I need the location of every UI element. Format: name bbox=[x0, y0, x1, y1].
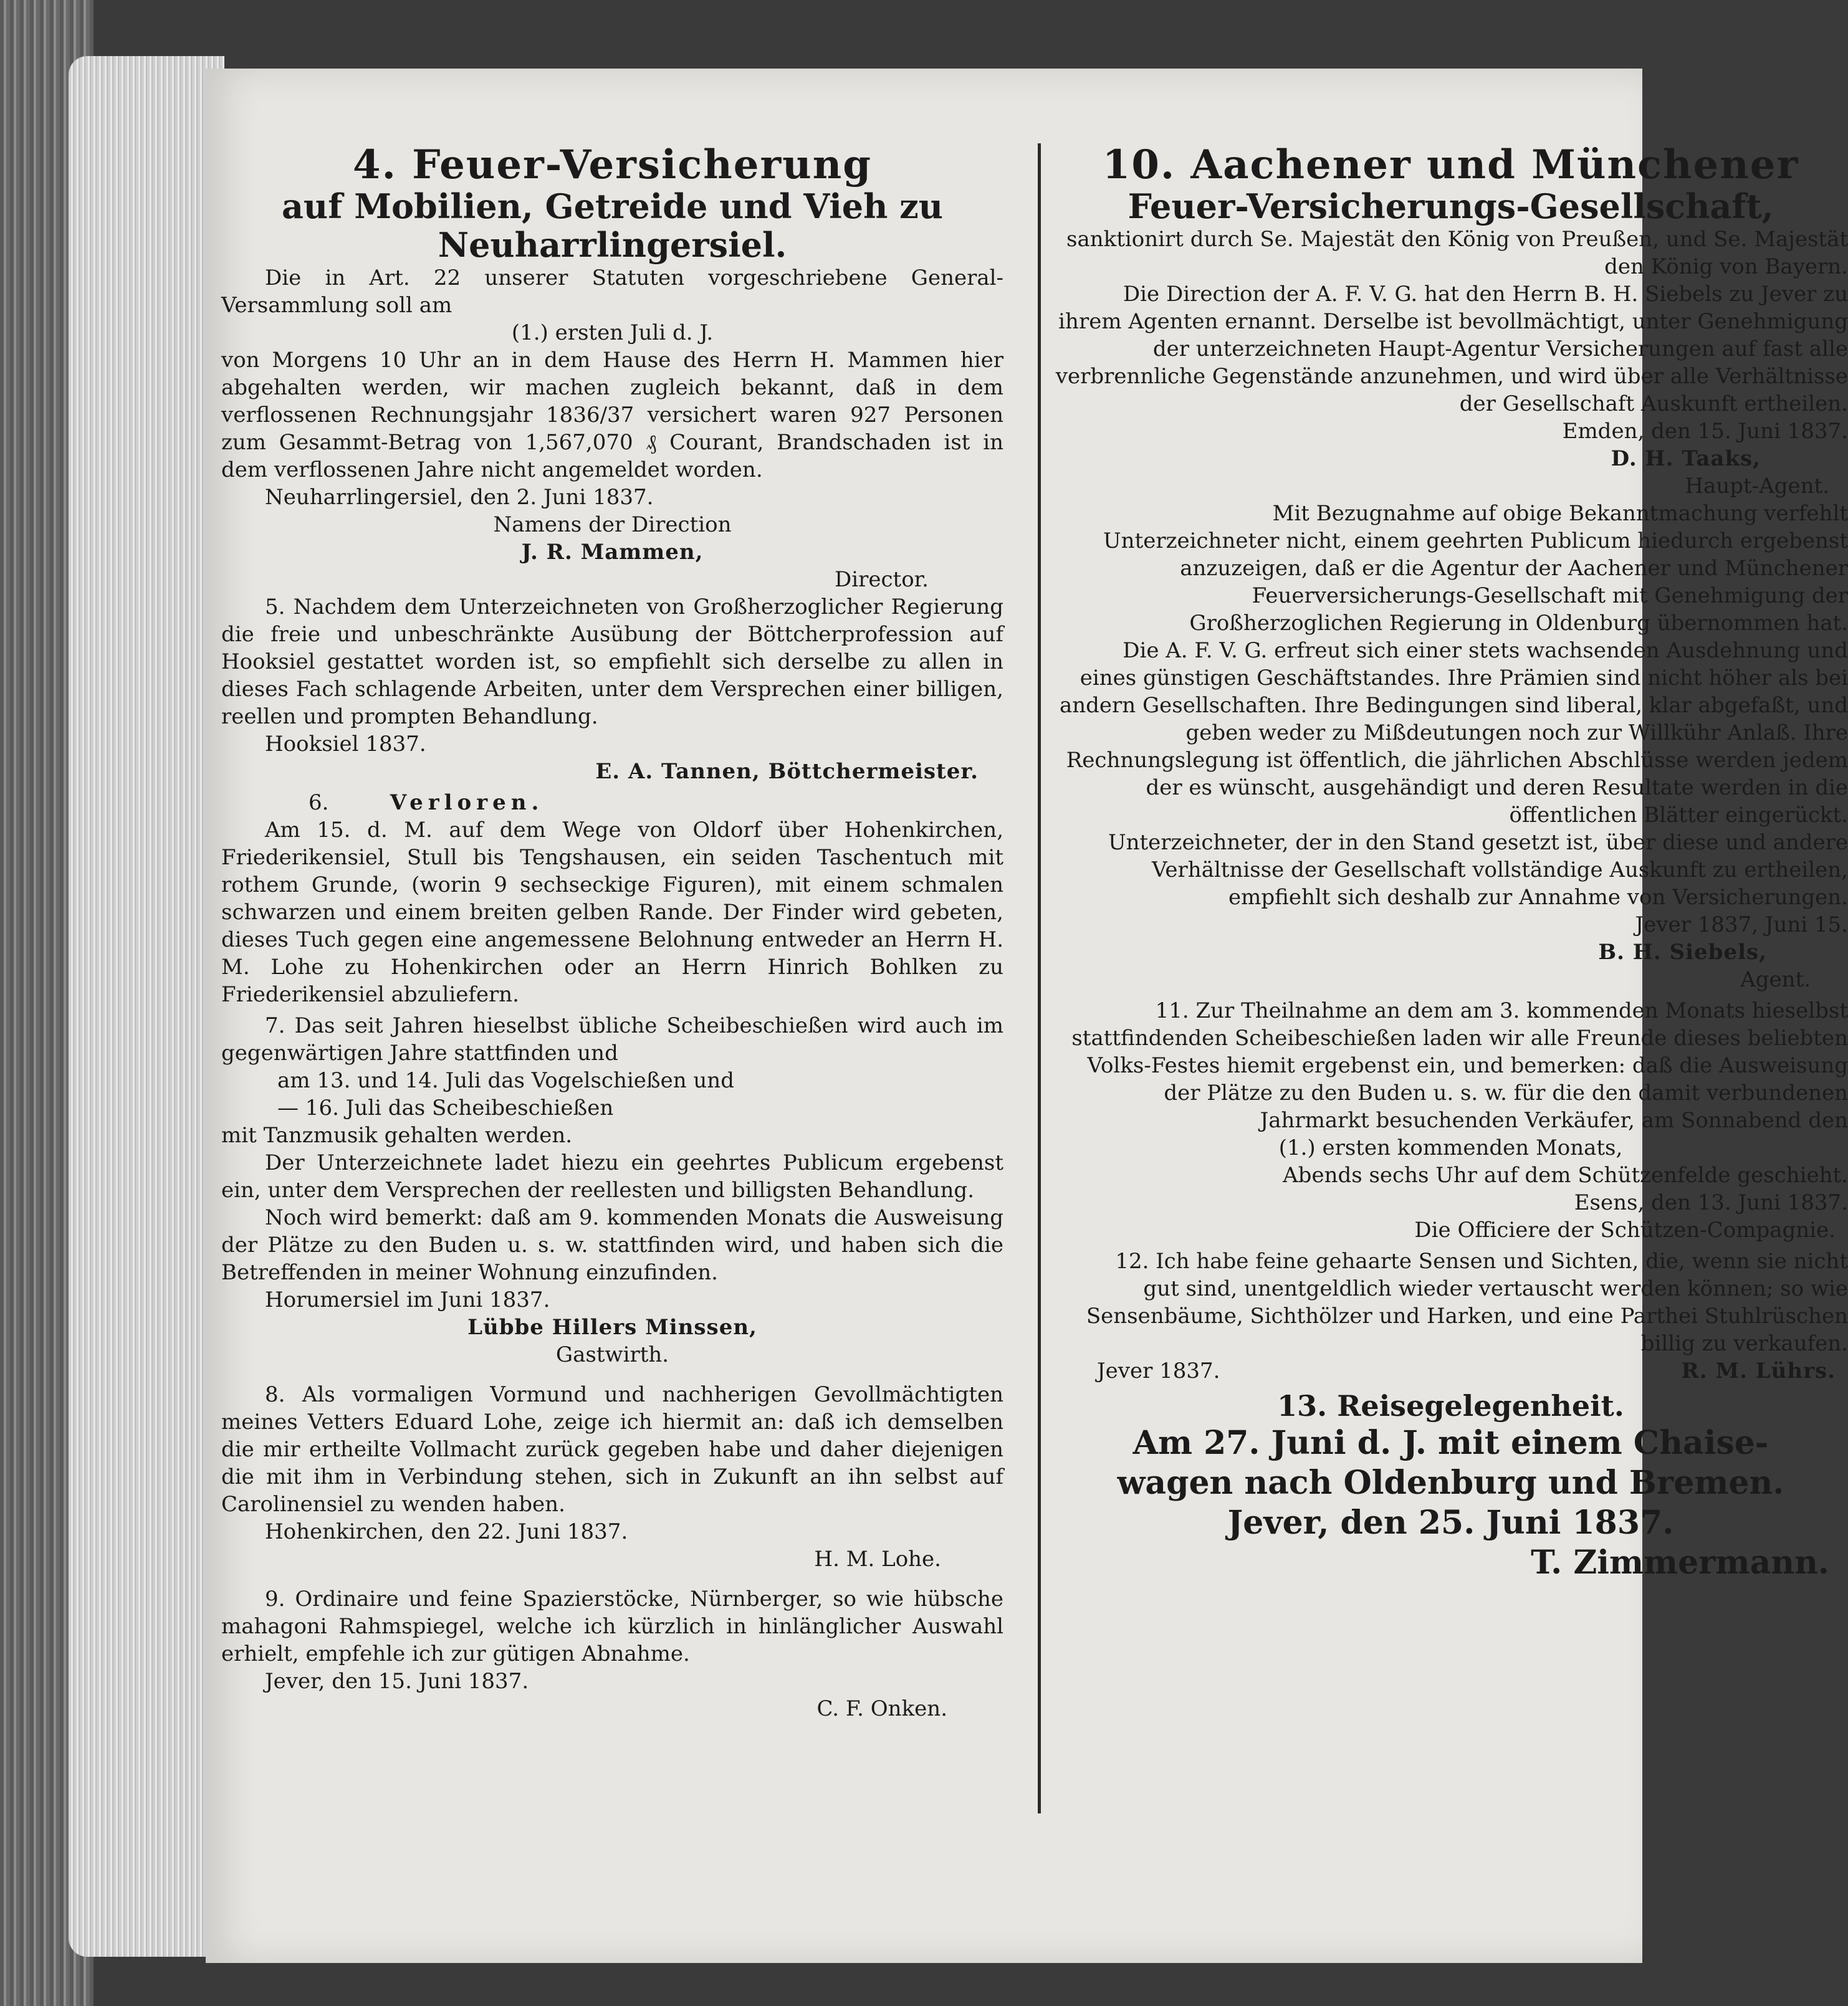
ad4-heading-2: auf Mobilien, Getreide und Vieh zu bbox=[281, 186, 944, 226]
ad4-text-2: von Morgens 10 Uhr an in dem Hause des Herrn H. Mammen hier abgehalten werden, wir machen zugleich bekannt, daß in dem verflossenen Rechnungsjahr 1836/37 versichert waren 927 Personen zum Gesammt-Betrag von 1,567,070 ₰ Courant, Brandschaden ist in dem verflossenen Jahre nicht angemeldet worden. bbox=[221, 348, 1003, 482]
ad4-heading: 4. Feuer-Versicherung bbox=[353, 141, 872, 188]
ad13-signature: T. Zimmermann. bbox=[1531, 1544, 1829, 1582]
ad6-title: Verloren. bbox=[390, 790, 544, 815]
ad4-place: Neuharrlingersiel, den 2. Juni 1837. bbox=[265, 485, 654, 510]
ad-9 bbox=[221, 1585, 1003, 1722]
ad5-text: 5. Nachdem dem Unterzeichneten von Großherzoglicher Regierung die freie und unbeschränkte Ausübung der Böttcherprofession auf Hooksiel gestattet worden ist, so empfiehlt sich derselbe zu allen in dieses Fach schlagende Arbeiten, unter dem Versprechen einer billigen, reellen und prompten Behandlung. bbox=[221, 595, 1003, 729]
ad11-date: (1.) ersten kommenden Monats, bbox=[1278, 1135, 1623, 1160]
ad9-text: 9. Ordinaire und feine Spazierstöcke, Nürnberger, so wie hübsche mahagoni Rahmspiegel, welche ich kürzlich in hinlänglicher Auswahl erhielt, empfehle ich zur gütigen Abnahme. bbox=[221, 1587, 1003, 1666]
ad9-place: Jever, den 15. Juni 1837. bbox=[265, 1669, 529, 1694]
ad4-signature-3: Director. bbox=[834, 567, 929, 592]
column-divider bbox=[1038, 143, 1041, 1813]
right-column bbox=[1053, 143, 1848, 1876]
ad4-text-1: Die in Art. 22 unserer Statuten vorgeschriebene General-Versammlung soll am bbox=[221, 265, 1003, 318]
ad12-footer bbox=[1053, 1357, 1848, 1385]
ad-4 bbox=[221, 143, 1003, 593]
ad4-date: (1.) ersten Juli d. J. bbox=[511, 320, 714, 345]
ad11-time: Abends sechs Uhr auf dem Schützenfelde geschieht. bbox=[1283, 1163, 1848, 1188]
ad10-signature-2b: Agent. bbox=[1740, 967, 1811, 992]
ad7-text-4: mit Tanzmusik gehalten werden. bbox=[221, 1123, 573, 1148]
ad7-signature-1: Lübbe Hillers Minssen, bbox=[467, 1315, 757, 1340]
ad7-text-1: 7. Das seit Jahren hieselbst übliche Scheibeschießen wird auch im gegenwärtigen Jahre stattfinden und bbox=[221, 1013, 1003, 1066]
ad10-heading: 10. Aachener und Münchener bbox=[1102, 141, 1799, 188]
ad12-text: 12. Ich habe feine gehaarte Sensen und Sichten, die, wenn sie nicht gut sind, unentgeldlich wieder vertauscht werden können; so wie Sensenbäume, Sichthölzer und Harken, und eine Parthei Stuhlrüschen billig zu verkaufen. bbox=[1086, 1249, 1848, 1356]
ad-12 bbox=[1053, 1248, 1848, 1385]
ad-5 bbox=[221, 593, 1003, 785]
ad4-heading-3: Neuharrlingersiel. bbox=[438, 225, 787, 265]
ad13-heading: 13. Reisegelegenheit. bbox=[1277, 1389, 1624, 1423]
ad7-text-5: Der Unterzeichnete ladet hiezu ein geehrtes Publicum ergebenst ein, unter dem Versprechen der reellesten und billigsten Behandlung. bbox=[221, 1150, 1003, 1203]
ad5-signature: E. A. Tannen, Böttchermeister. bbox=[595, 759, 979, 784]
ad-6 bbox=[221, 789, 1003, 1008]
ad12-signature: R. M. Lührs. bbox=[1681, 1359, 1836, 1383]
ad10-place-1: Emden, den 15. Juni 1837. bbox=[1562, 419, 1848, 444]
ad7-signature-2: Gastwirth. bbox=[555, 1342, 669, 1367]
ad-8 bbox=[221, 1381, 1003, 1573]
ad6-text: Am 15. d. M. auf dem Wege von Oldorf über Hohenkirchen, Friederikensiel, Stull bis Tengshausen, ein seiden Taschentuch mit rothem Grunde, (worin 9 sechseckige Figuren), mit einem schmalen schwarzen und einem breiten gelben Rande. Der Finder wird gebeten, dieses Tuch gegen eine angemessene Belohnung entweder an Herrn H. M. Lohe zu Hohenkirchen oder an Herrn Hinrich Bohlken zu Friederikensiel abzuliefern. bbox=[221, 818, 1003, 1007]
ad9-signature: C. F. Onken. bbox=[816, 1696, 947, 1721]
ad7-text-2: am 13. und 14. Juli das Vogelschießen und bbox=[277, 1068, 734, 1093]
ad4-signature-2: J. R. Mammen, bbox=[521, 540, 704, 565]
ad8-signature: H. M. Lohe. bbox=[814, 1547, 941, 1572]
ad7-text-3: — 16. Juli das Scheibeschießen bbox=[277, 1096, 614, 1120]
left-column bbox=[221, 143, 1003, 1876]
ad11-text: 11. Zur Theilnahme an dem am 3. kommenden Monats hieselbst stattfindenden Scheibeschießen laden wir alle Freunde dieses beliebten Volks-Festes hiemit ergebenst ein, und bemerken: daß die Ausweisung der Plätze zu den Buden u. s. w. für die den damit verbundenen Jahrmarkt besuchenden Verkäufer, am Sonnabend den bbox=[1071, 998, 1848, 1133]
ad6-number: 6. bbox=[309, 790, 329, 815]
ad-10 bbox=[1053, 143, 1848, 993]
ad13-line-2: wagen nach Oldenburg und Bremen. bbox=[1117, 1464, 1784, 1502]
ad10-text-2: Mit Bezugnahme auf obige Bekanntmachung verfehlt Unterzeichneter nicht, einem geehrten Publicum hiedurch ergebenst anzuzeigen, daß er die Agentur der Aachener und Münchener Feuerversicherungs-Gesellschaft mit Genehmigung der Großherzoglichen Regierung in Oldenburg übernommen hat. bbox=[1103, 501, 1848, 636]
ad10-signature-1a: D. H. Taaks, bbox=[1611, 446, 1761, 471]
ad11-signature: Die Officiere der Schützen-Compagnie. bbox=[1414, 1218, 1836, 1243]
ad-7 bbox=[221, 1012, 1003, 1368]
page-stack bbox=[69, 56, 224, 1957]
ad5-place: Hooksiel 1837. bbox=[265, 732, 426, 757]
ad10-text-3: Die A. F. V. G. erfreut sich einer stets wachsenden Ausdehnung und eines günstigen Geschäftstandes. Ihre Prämien sind nicht höher als bei andern Gesellschaften. Ihre Bedingungen sind liberal, klar abgefaßt, und geben weder zu Mißdeutungen noch zur Willkühr Anlaß. Ihre Rechnungslegung ist öffentlich, die jährlichen Abschlüsse werden jedem der es wünscht, ausgehändigt und deren Resultate werden in die öffentlichen Blätter eingerückt. bbox=[1059, 638, 1848, 828]
ad10-text-1: Die Direction der A. F. V. G. hat den Herrn B. H. Siebels zu Jever zu ihrem Agenten ernannt. Derselbe ist bevollmächtigt, unter Genehmigung der unterzeichneten Haupt-Agentur Versicherungen auf fast alle verbrennliche Gegenstände anzunehmen, und wird über alle Verhältnisse der Gesellschaft Auskunft ertheilen. bbox=[1055, 282, 1848, 416]
newspaper-page bbox=[206, 69, 1848, 1963]
ad10-heading-2: Feuer-Versicherungs-Gesellschaft, bbox=[1127, 186, 1774, 226]
ad11-place: Esens, den 13. Juni 1837. bbox=[1574, 1190, 1848, 1215]
ad13-line-1: Am 27. Juni d. J. mit einem Chaise- bbox=[1132, 1424, 1769, 1462]
ad10-signature-2a: B. H. Siebels, bbox=[1598, 940, 1767, 965]
ad10-text-4: Unterzeichneter, der in den Stand gesetzt ist, über diese und andere Verhältnisse der Gesellschaft vollständige Auskunft zu ertheilen, empfiehlt sich deshalb zur Annahme von Versicherungen. bbox=[1108, 830, 1848, 910]
ad10-place-2: Jever 1837, Juni 15. bbox=[1635, 912, 1848, 937]
ad10-signature-1b: Haupt-Agent. bbox=[1685, 474, 1829, 499]
ad7-text-6: Noch wird bemerkt: daß am 9. kommenden Monats die Ausweisung der Plätze zu den Buden u. s. w. stattfinden wird, und haben sich die Betreffenden in meiner Wohnung einzufinden. bbox=[221, 1205, 1003, 1285]
ad6-title-line bbox=[221, 789, 1003, 816]
ad4-signature-1: Namens der Direction bbox=[493, 512, 732, 537]
ad-11 bbox=[1053, 997, 1848, 1244]
ad12-place: Jever 1837. bbox=[1097, 1359, 1220, 1383]
ad-13 bbox=[1053, 1388, 1848, 1583]
ad10-subtitle: sanktionirt durch Se. Majestät den König von Preußen, und Se. Majestät den König von Bayern. bbox=[1066, 227, 1848, 279]
ad7-place: Horumersiel im Juni 1837. bbox=[265, 1287, 550, 1312]
ad8-text: 8. Als vormaligen Vormund und nachherigen Gevollmächtigten meines Vetters Eduard Lohe, zeige ich hiermit an: daß ich demselben die mir ertheilte Vollmacht zurück gegeben habe und daher diejenigen die mit ihm in Verbindung stehen, sich in Zukunft an ihn selbst auf Carolinensiel zu wenden haben. bbox=[221, 1382, 1003, 1517]
ad13-line-3: Jever, den 25. Juni 1837. bbox=[1227, 1504, 1674, 1542]
ad8-place: Hohenkirchen, den 22. Juni 1837. bbox=[265, 1519, 628, 1544]
